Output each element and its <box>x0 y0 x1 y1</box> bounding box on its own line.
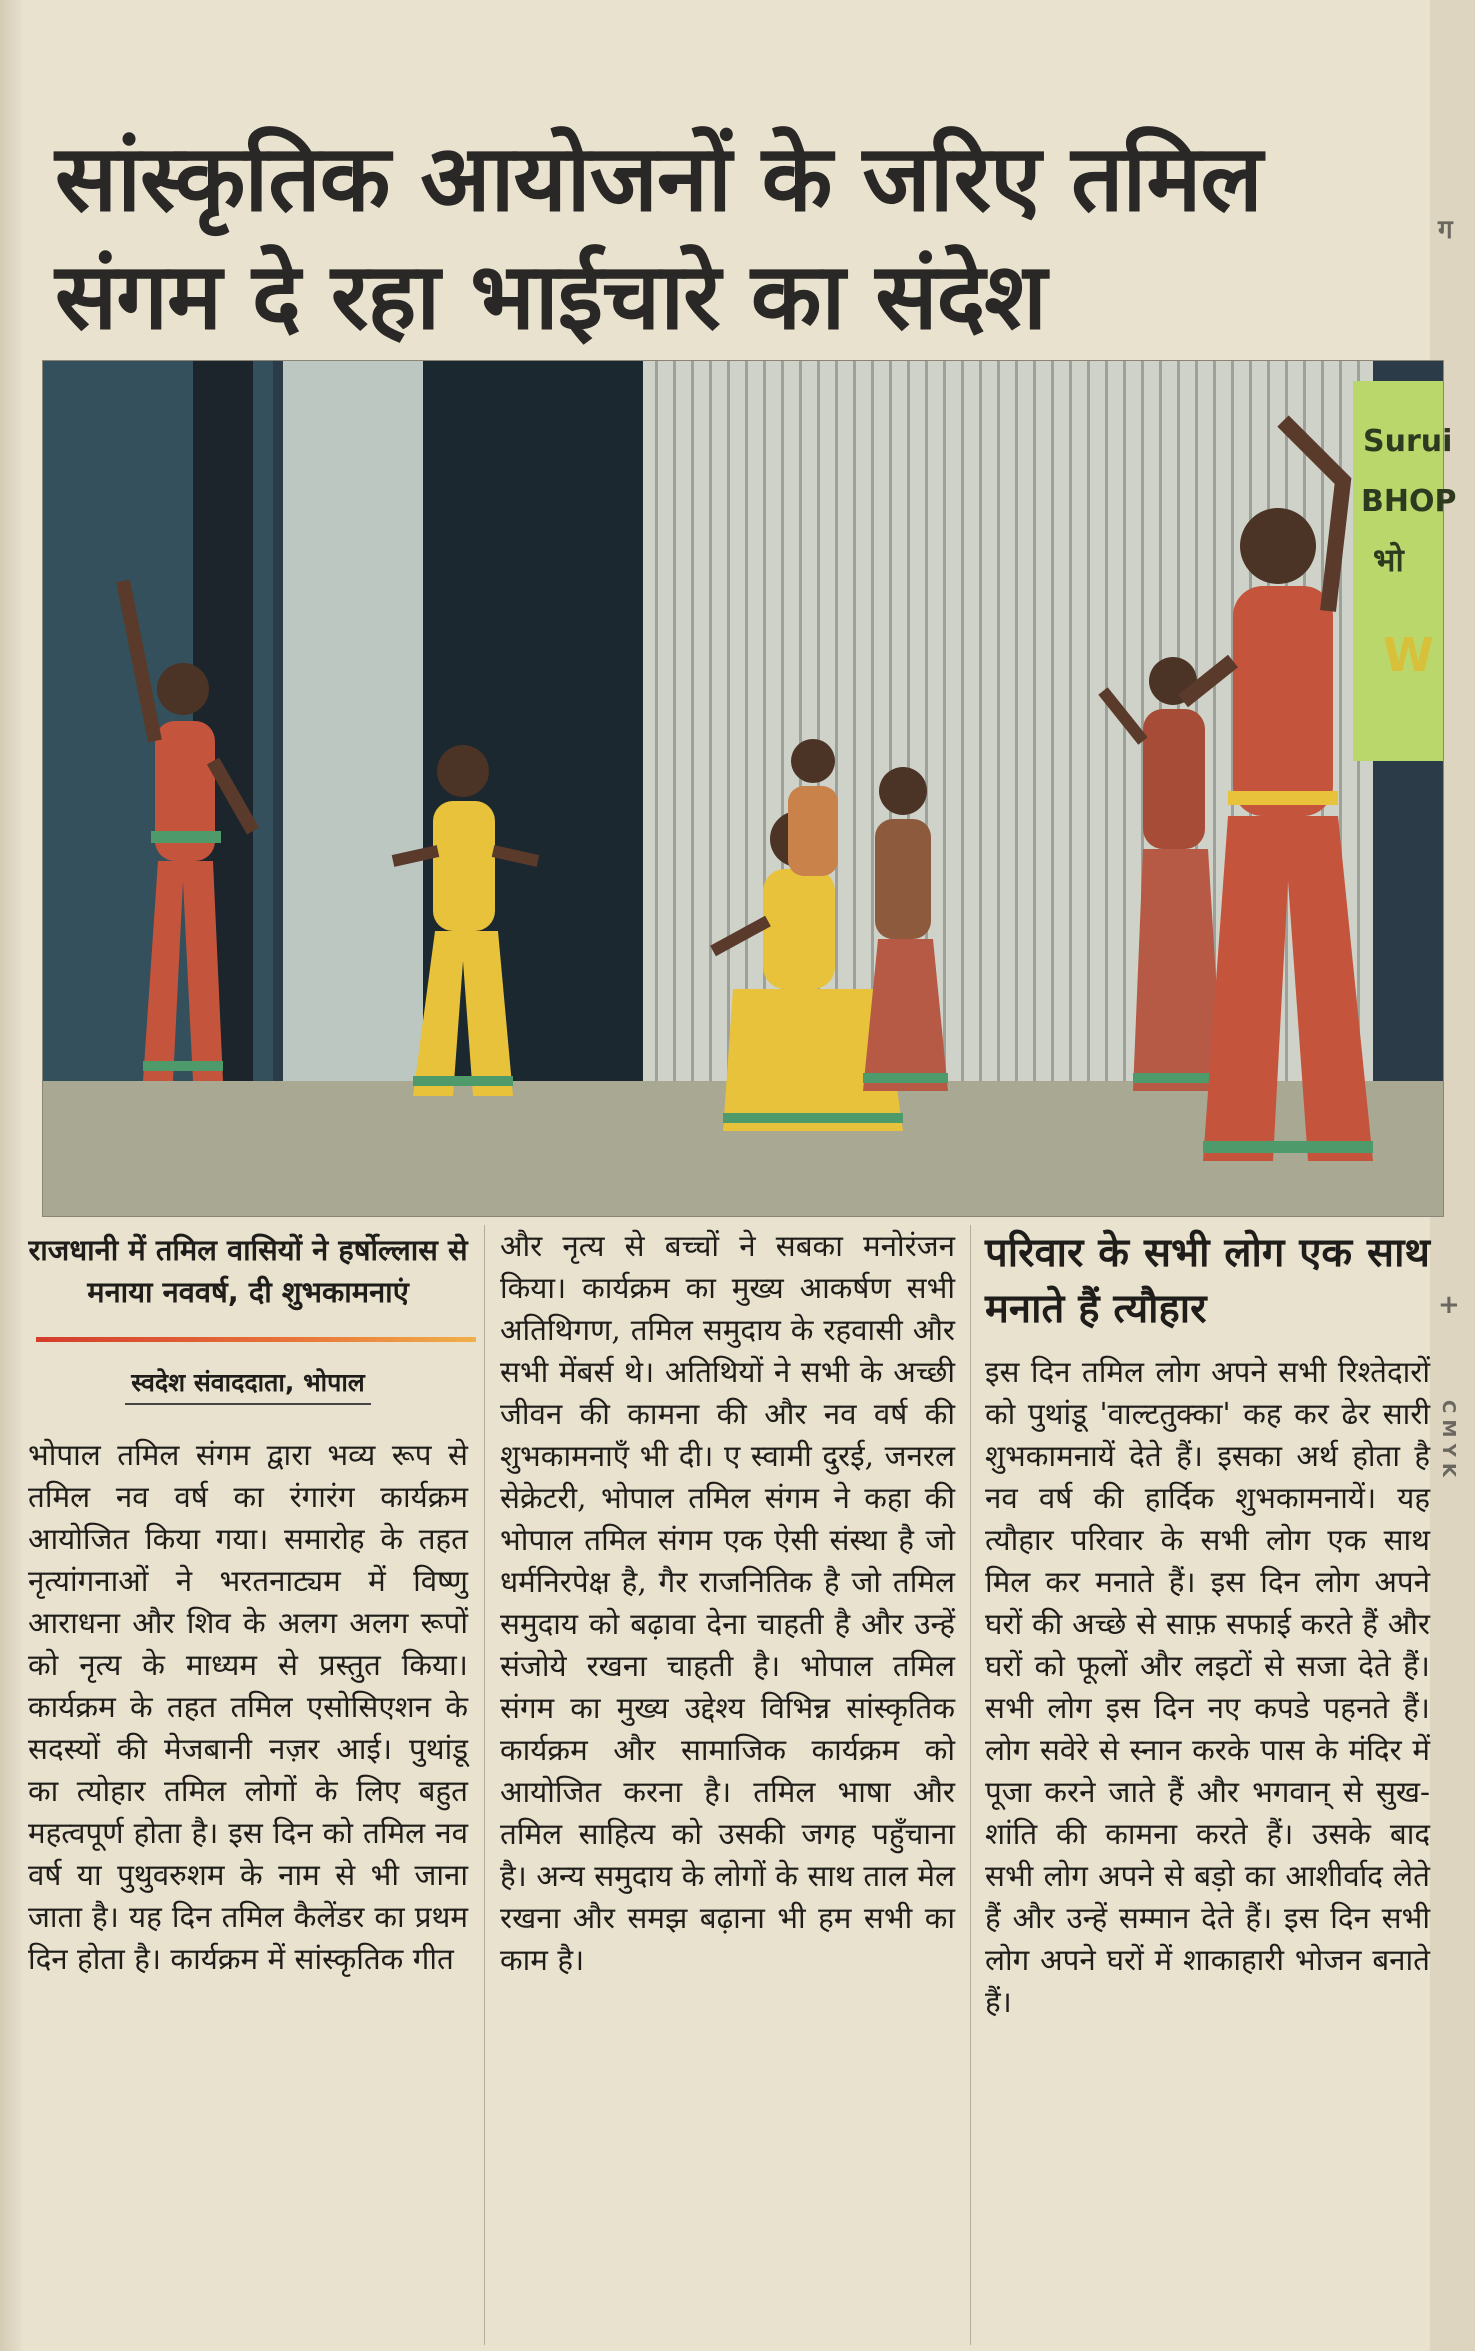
column-divider <box>484 1225 485 2345</box>
column-divider <box>970 1225 971 2345</box>
sidebar-heading: परिवार के सभी लोग एक साथ मनाते हैं त्यौहार <box>985 1230 1430 1332</box>
banner-text: W <box>1383 628 1434 682</box>
margin-fragment: ग <box>1438 215 1453 245</box>
page-edge <box>0 0 22 2351</box>
color-rule <box>36 1337 476 1342</box>
dance-performance-photo <box>42 360 1457 1217</box>
banner-text: BHOP <box>1361 484 1457 519</box>
banner-text: Surui <box>1363 424 1453 459</box>
margin-fragment: C M Y K <box>1438 1400 1459 1477</box>
article-body-column-3: इस दिन तमिल लोग अपने सभी रिश्तेदारों को पुथांडू 'वाल्टतुक्का' कह कर ढेर सारी शुभकामनायें देते हैं। इसका अर्थ होता है नव वर्ष की हार्दिक शुभकामनायें। यह त्यौहार परिवार के सभी लोग एक साथ मिल कर मनाते हैं। इस दिन लोग अपने घरों की अच्छे से साफ़ सफाई करते हैं और घरों को फूलों और लइटों से सजा देते हैं। सभी लोग इस दिन नए कपडे पहनते हैं। लोग सवेरे से स्नान करके पास के मंदिर में पूजा करने जाते हैं और भगवान् से सुख-शांति की कामना करते हैं। उसके बाद सभी लोग अपने से बड़ो का आशीर्वाद लेते हैं और उन्हें सम्मान देते हैं। इस दिन सभी लोग अपने घरों में शाकाहारी भोजन बनाते हैं। <box>985 1355 1430 2019</box>
article-column-3 <box>985 1225 1430 2023</box>
article-body-column-2: और नृत्य से बच्चों ने सबका मनोरंजन किया। कार्यक्रम का मुख्य आकर्षण सभी अतिथिगण, तमिल समुदाय के रहवासी और सभी मेंबर्स थे। अतिथियों ने सभी के अच्छी जीवन की कामना की और नव वर्ष की शुभकामनाएँ भी दी। ए स्वामी दुरई, जनरल सेक्रेटरी, भोपाल तमिल संगम ने कहा की भोपाल तमिल संगम एक ऐसी संस्था है जो धर्मनिरपेक्ष है, गैर राजनितिक है जो तमिल समुदाय को बढ़ावा देना चाहती है और उन्हें संजोये रखना चाहती है। भोपाल तमिल संगम का मुख्य उद्देश्य विभिन्न सांस्कृतिक कार्यक्रम और सामाजिक कार्यक्रम को आयोजित करना है। तमिल भाषा और तमिल साहित्य को उसकी जगह पहुँचाना है। अन्य समुदाय के लोगों के साथ ताल मेल रखना और समझ बढ़ाना भी हम सभी का काम है। <box>500 1229 955 1977</box>
article-body-column-1: भोपाल तमिल संगम द्वारा भव्य रूप से तमिल नव वर्ष का रंगारंग कार्यक्रम आयोजित किया गया। समारोह के तहत नृत्यांगनाओं ने भरतनाट्यम में विष्णु आराधना और शिव के अलग अलग रूपों को नृत्य के माध्यम से प्रस्तुत किया। कार्यक्रम के तहत तमिल एसोसिएशन के सदस्यों की मेजबानी नज़र आई। पुथांडू का त्योहार तमिल लोगों के लिए बहुत महत्वपूर्ण होता है। इस दिन को तमिल नव वर्ष या पुथुवरुशम के नाम से भी जाना जाता है। यह दिन तमिल कैलेंडर का प्रथम दिन होता है। कार्यक्रम में सांस्कृतिक गीत <box>28 1438 468 1976</box>
article-column-1 <box>28 1225 468 1980</box>
article-headline: सांस्कृतिक आयोजनों के जरिए तमिल संगम दे रहा भाईचारे का संदेश <box>55 124 1262 350</box>
banner-text: भो <box>1373 541 1404 579</box>
margin-fragment: + <box>1438 1290 1460 1320</box>
byline-text: स्वदेश संवाददाता, भोपाल <box>125 1368 371 1405</box>
dance-photo-illustration <box>43 361 1457 1216</box>
byline <box>28 1362 468 1404</box>
article-subheadline: राजधानी में तमिल वासियों ने हर्षोल्लास से मनाया नववर्ष, दी शुभकामनाएं <box>28 1233 468 1309</box>
article-column-2 <box>500 1225 955 1981</box>
